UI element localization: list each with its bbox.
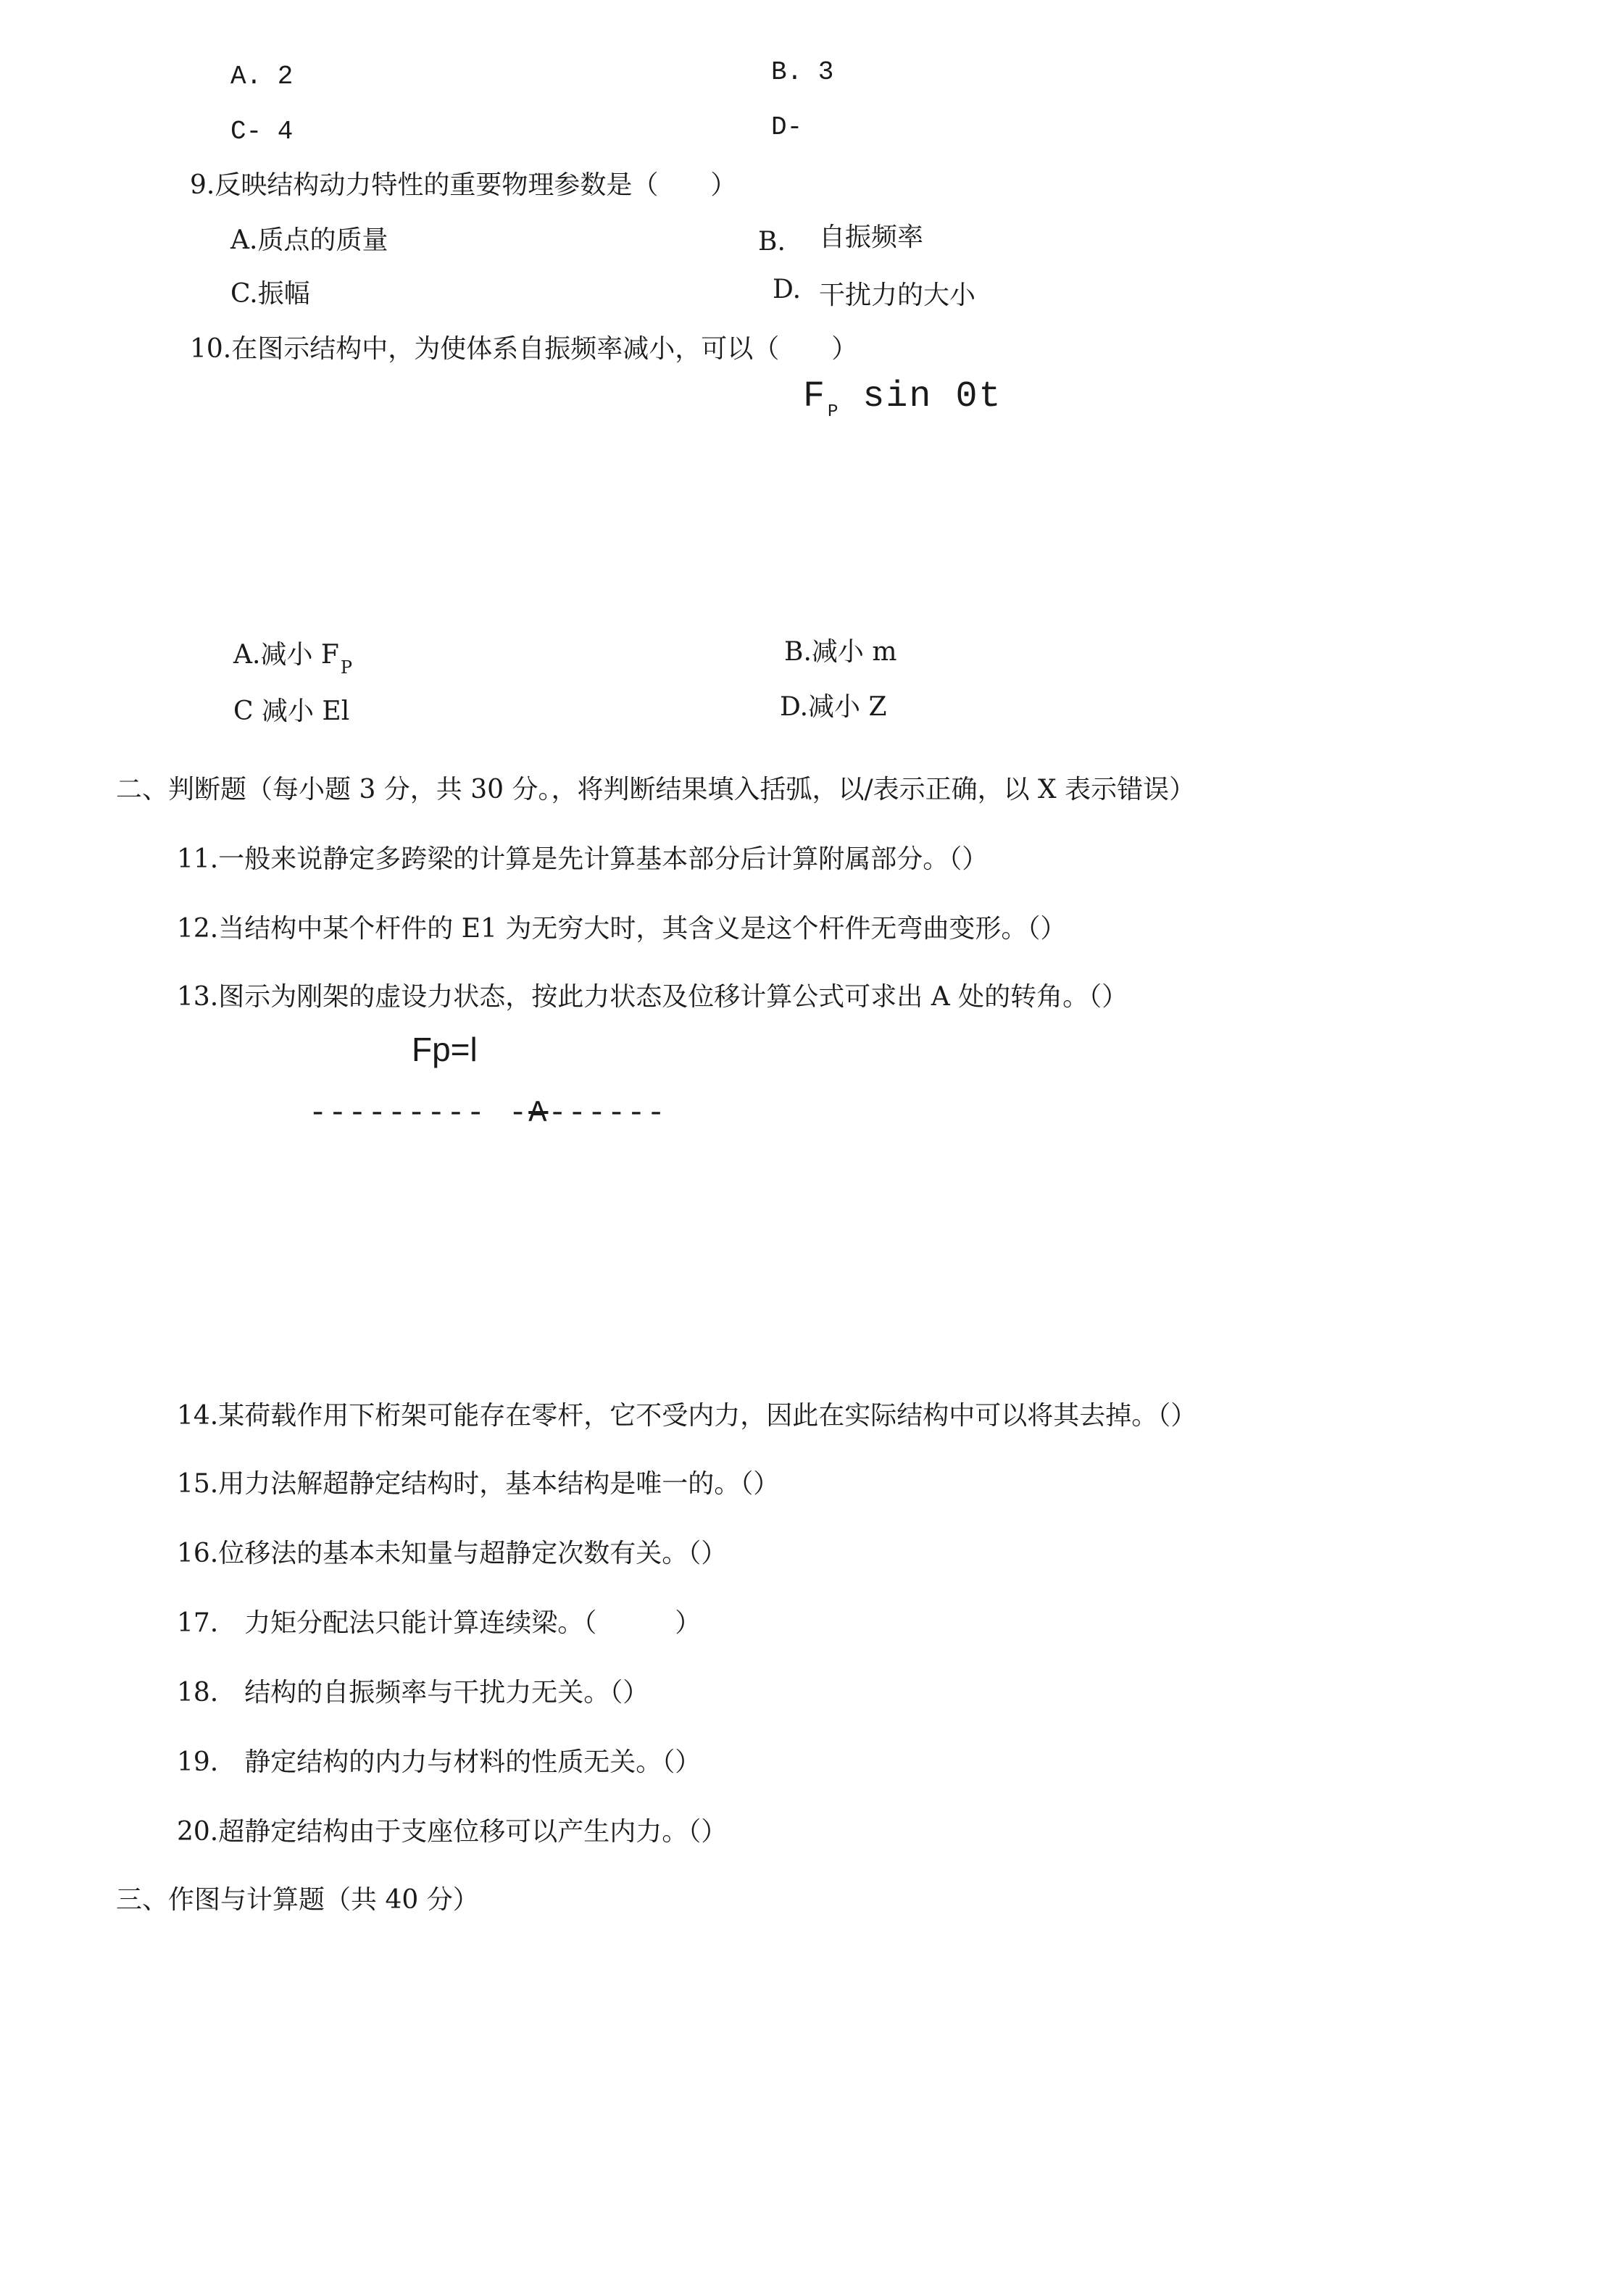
q8-option-d: D- (771, 112, 803, 142)
q10-figure-load-label (803, 375, 1002, 424)
q10-stem: 10.在图示结构中，为使体系自振频率减小，可以（ ） (190, 334, 858, 364)
q14: 14.某荷载作用下桁架可能存在零杆，它不受内力，因此在实际结构中可以将其去掉。（） (177, 1401, 1197, 1431)
q10-load-symbol: F (803, 376, 827, 417)
q13-point-a-label: A (528, 1096, 549, 1131)
q15: 15.用力法解超静定结构时，基本结构是唯一的。（） (177, 1469, 780, 1499)
q13-dashed-line-right (509, 1097, 667, 1129)
q16: 16.位移法的基本未知量与超静定次数有关。（） (177, 1539, 728, 1568)
q13-dash-post: ------ (548, 1096, 667, 1131)
q10-load-subscript: P (828, 402, 840, 422)
q19: 19. 静定结构的内力与材料的性质无关。（） (177, 1747, 702, 1777)
q9-option-a: A.质点的质量 (230, 225, 388, 255)
q9-option-c: C.振幅 (230, 279, 310, 309)
q10-option-a-text: A.减小 F (233, 640, 339, 670)
q10-option-a-subscript: P (340, 657, 353, 678)
q13-dash-pre: - (509, 1096, 529, 1131)
q9-option-b-letter: B. (758, 227, 786, 257)
q9-option-d-letter: D. (773, 275, 802, 304)
q9-stem: 9.反映结构动力特性的重要物理参数是（ ） (190, 170, 737, 200)
section3-heading: 三、作图与计算题（共 40 分） (116, 1885, 479, 1915)
q9-option-d-text: 干扰力的大小 (819, 280, 976, 310)
q13: 13.图示为刚架的虚设力状态，按此力状态及位移计算公式可求出 A 处的转角。（） (177, 982, 1128, 1012)
q10-option-a (233, 639, 353, 678)
q12: 12.当结构中某个杆件的 E1 为无穷大时，其含义是这个杆件无弯曲变形。（） (177, 914, 1067, 944)
q10-option-b: B.减小 m (784, 637, 897, 667)
q9-option-b-text: 自振频率 (819, 222, 924, 252)
q10-load-expression: sin 0t (839, 376, 1002, 417)
q18: 18. 结构的自振频率与干扰力无关。（） (177, 1678, 649, 1708)
q13-force-label: Fp=l (412, 1031, 478, 1068)
q11: 11.一般来说静定多跨梁的计算是先计算基本部分后计算附属部分。（） (177, 844, 989, 874)
q10-option-c: C 减小 El (233, 696, 350, 726)
q8-option-c: C- 4 (230, 117, 294, 146)
q8-option-a: A. 2 (230, 62, 294, 91)
q13-dashed-line-left: --------- (309, 1096, 486, 1131)
section2-heading: 二、判断题（每小题 3 分，共 30 分。，将判断结果填入括弧，以/表示正确，以 X 表示错误） (116, 775, 1196, 804)
q8-option-b: B. 3 (771, 57, 834, 87)
q10-option-d: D.减小 Z (780, 692, 887, 722)
q20: 20.超静定结构由于支座位移可以产生内力。（） (177, 1817, 728, 1847)
q17: 17. 力矩分配法只能计算连续梁。（ ） (177, 1608, 702, 1638)
